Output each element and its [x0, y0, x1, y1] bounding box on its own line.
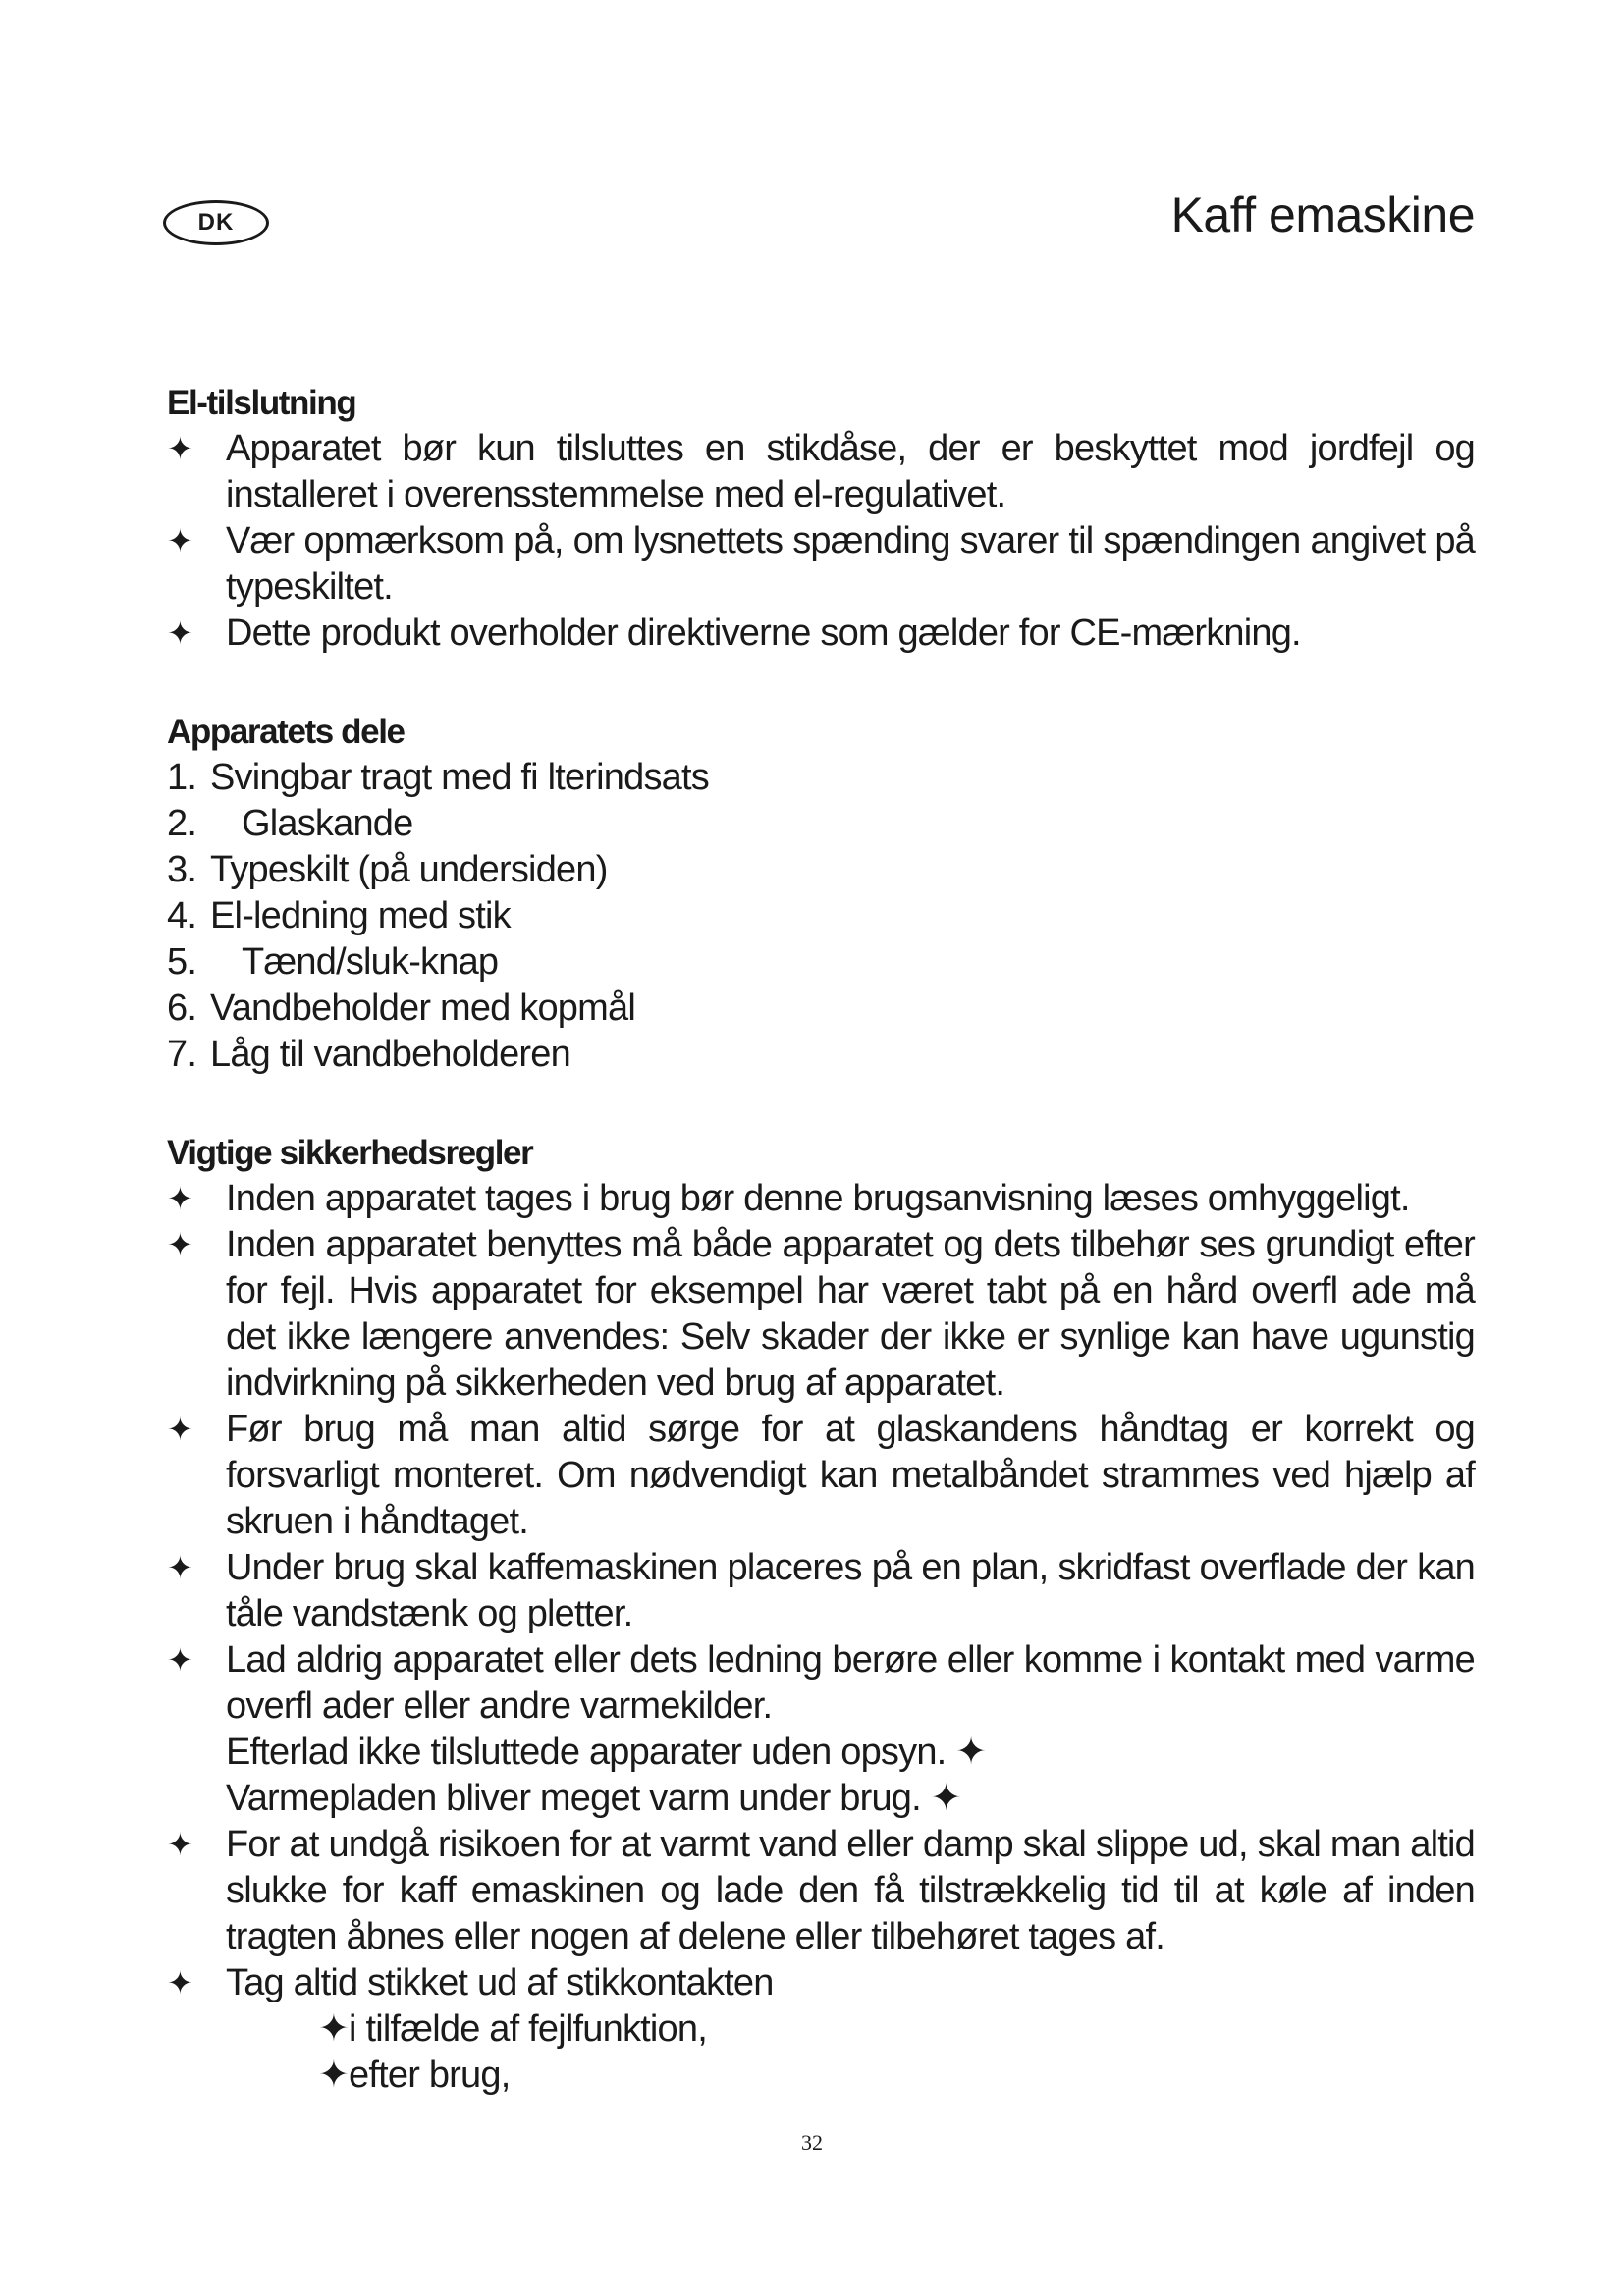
- list-item: 2. Glaskande: [167, 803, 413, 844]
- star-bullet-icon: ✦: [167, 1227, 193, 1262]
- star-bullet-icon: ✦: [167, 431, 193, 466]
- list-item: ✦ For at undgå risikoen for at varmt vand eller damp skal slippe ud, skal man altid slukke for kaff emaskinen og lade den få tilstrækkelig tid til at køle af inden tragten åbnes eller nogen af delene eller tilbehøret tages af.: [167, 1824, 1475, 1957]
- list-item: ✦ Dette produkt overholder direktiverne som gælder for CE-mærkning.: [167, 611, 1475, 657]
- list-item: ✦ Inden apparatet tages i brug bør denne brugsanvisning læses omhyggeligt.: [167, 1176, 1475, 1222]
- star-bullet-icon: ✦: [167, 1181, 193, 1216]
- language-badge: DK: [163, 200, 269, 245]
- star-bullet-icon: ✦: [167, 1827, 193, 1862]
- star-bullet-icon: ✦: [167, 523, 193, 559]
- star-bullet-icon: ✦: [167, 1550, 193, 1585]
- star-bullet-icon: ✦: [167, 1642, 193, 1678]
- list-item: ✦ Vær opmærksom på, om lysnettets spænding svarer til spændingen angivet på typeskiltet.: [167, 520, 1475, 608]
- list-item: ✦ Inden apparatet benyttes må både apparatet og dets tilbehør ses grundigt efter for fejl. Hvis apparatet for eksempel har været tabt på en hård overfl ade må det ikke længere anvendes: Selv skader der ikke er synlige kan have ugunstig indvirkning på sikkerheden ved brug af apparatet.: [167, 1224, 1475, 1404]
- star-bullet-icon: ✦: [167, 1965, 193, 2001]
- star-bullet-icon: ✦: [167, 1412, 193, 1447]
- list-item: ✦ Apparatet bør kun tilsluttes en stikdåse, der er beskyttet mod jordfejl og installeret i overensstemmelse med el-regulativet.: [167, 428, 1475, 515]
- list-item: 1. Svingbar tragt med fi lterindsats: [167, 757, 709, 798]
- section-heading-vigtige-sikkerhedsregler: Vigtige sikkerhedsregler: [167, 1134, 533, 1172]
- content: [167, 381, 1475, 2099]
- safety-list: [167, 1176, 1475, 2099]
- page-number: 32: [801, 2130, 823, 2155]
- document-title: Kaff emaskine: [1170, 187, 1475, 242]
- list-item: 6. Vandbeholder med kopmål: [167, 988, 635, 1029]
- list-item: ✦ Lad aldrig apparatet eller dets ledning berøre eller komme i kontakt med varme overfl ader eller andre varmekilder. Efterlad ikke tilsluttede apparater uden opsyn. ✦ Varmepladen bliver meget varm under brug. ✦: [167, 1639, 1475, 1819]
- list-item: ✦ Før brug må man altid sørge for at glaskandens håndtag er korrekt og forsvarligt monteret. Om nødvendigt kan metalbåndet strammes ved hjælp af skruen i håndtaget.: [167, 1409, 1475, 1542]
- el-tilslutning-list: [167, 426, 1475, 657]
- list-item: 5. Tænd/sluk-knap: [167, 941, 499, 983]
- list-item: 7. Låg til vandbeholderen: [167, 1034, 570, 1075]
- list-item: 3. Typeskilt (på undersiden): [167, 849, 608, 890]
- list-item: ✦ Under brug skal kaffemaskinen placeres på en plan, skridfast overflade der kan tåle vandstænk og pletter.: [167, 1547, 1475, 1634]
- list-item: ✦ Tag altid stikket ud af stikkontakten ✦i tilfælde af fejlfunktion, ✦efter brug,: [167, 1962, 774, 2096]
- parts-list: [167, 755, 1475, 1078]
- section-heading-apparatets-dele: Apparatets dele: [167, 713, 405, 751]
- section-heading-el-tilslutning: El-tilslutning: [167, 384, 356, 422]
- list-item: 4. El-ledning med stik: [167, 895, 511, 936]
- star-bullet-icon: ✦: [167, 615, 193, 651]
